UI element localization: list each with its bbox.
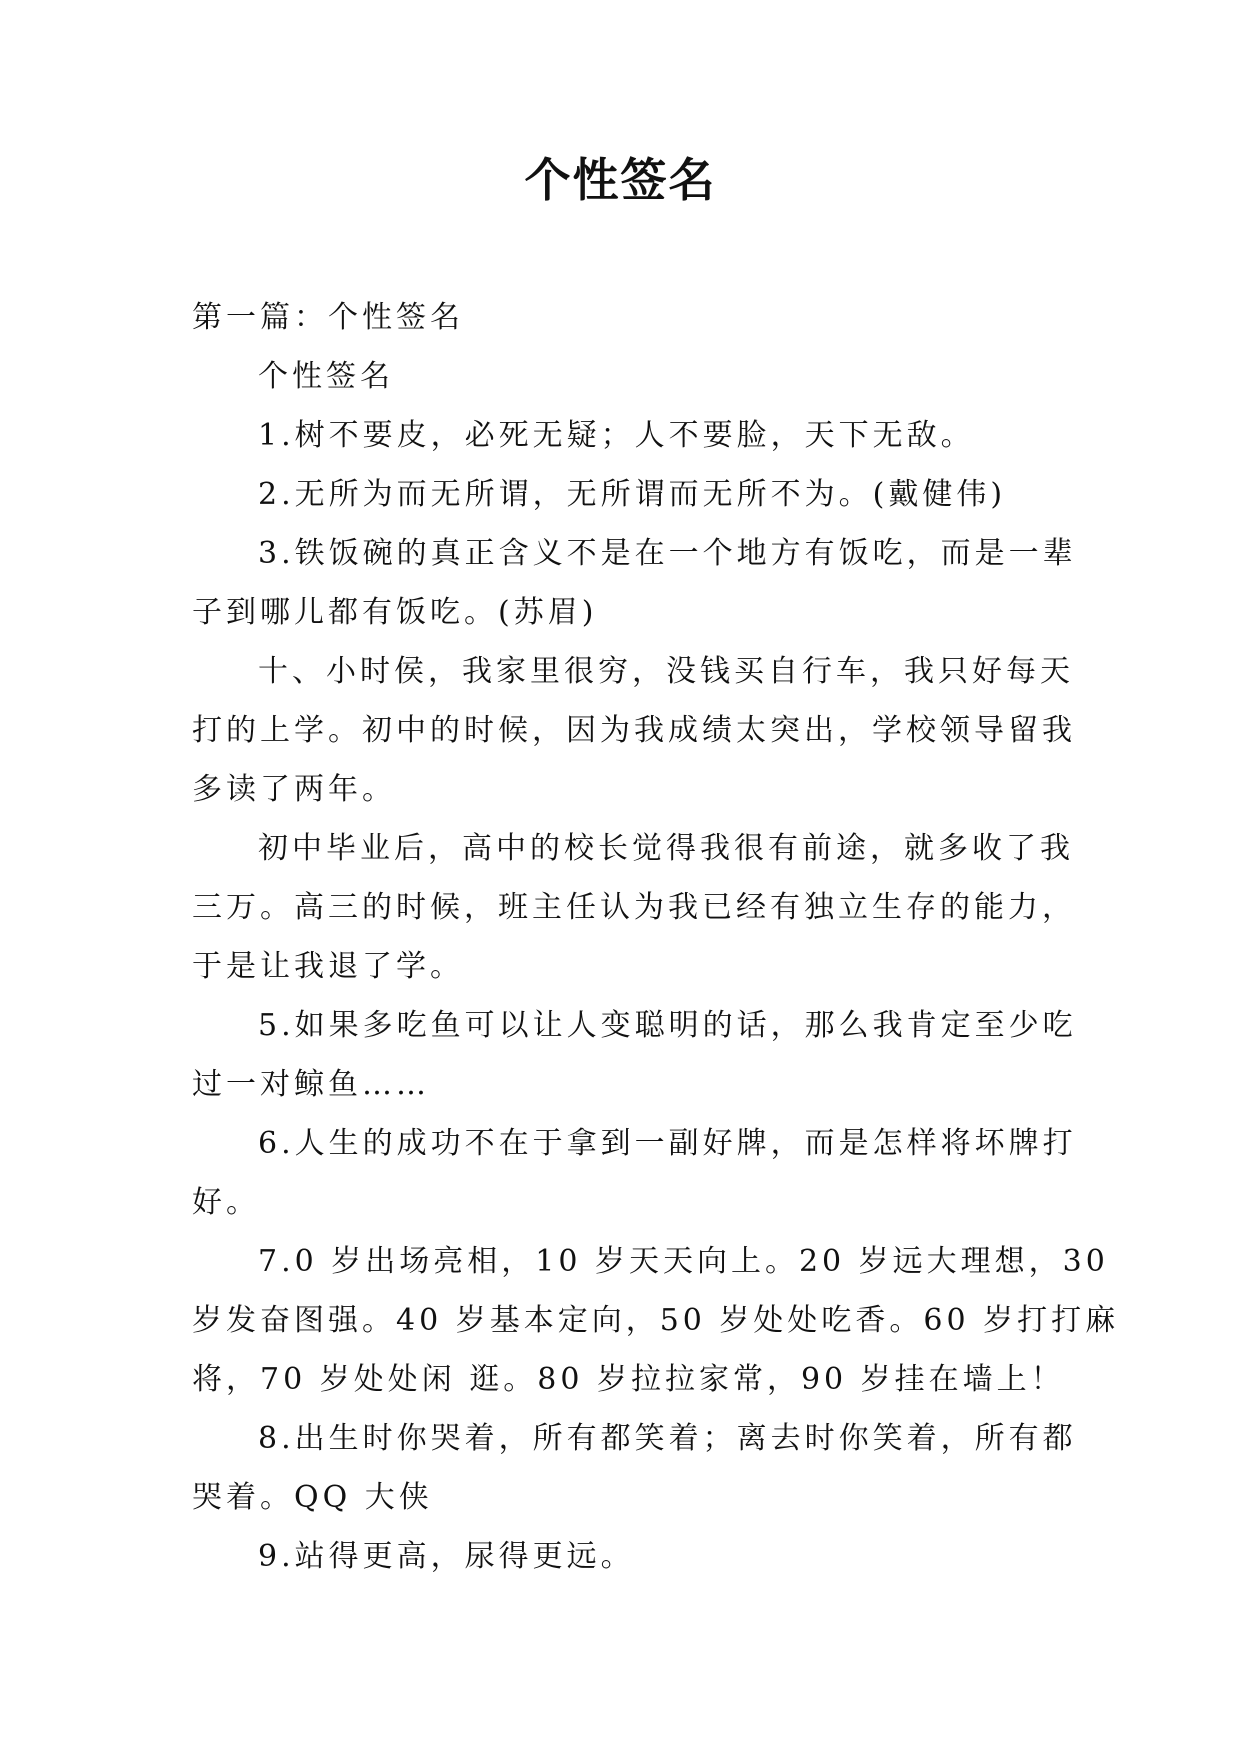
paragraph-line: 第一篇：个性签名 <box>192 300 464 335</box>
paragraph-line: 好。 <box>192 1185 260 1220</box>
paragraph-line: 个性签名 <box>258 359 394 394</box>
paragraph-line: 初中毕业后，高中的校长觉得我很有前途，就多收了我 <box>258 831 1074 866</box>
paragraph-line: 三万。高三的时候，班主任认为我已经有独立生存的能力， <box>192 890 1076 925</box>
paragraph-line: 3.铁饭碗的真正含义不是在一个地方有饭吃，而是一辈 <box>258 536 1077 571</box>
paragraph-line: 6.人生的成功不在于拿到一副好牌，而是怎样将坏牌打 <box>258 1126 1077 1161</box>
paragraph-line: 9.站得更高，尿得更远。 <box>258 1539 635 1574</box>
paragraph-line: 于是让我退了学。 <box>192 949 464 984</box>
paragraph-line: 将，70 岁处处闲 逛。80 岁拉拉家常，90 岁挂在墙上！ <box>192 1362 1065 1397</box>
paragraph-line: 多读了两年。 <box>192 772 396 807</box>
paragraph-line: 岁发奋图强。40 岁基本定向，50 岁处处吃香。60 岁打打麻 <box>192 1303 1120 1338</box>
document-body <box>192 288 1120 1586</box>
paragraph-line: 2.无所为而无所谓，无所谓而无所不为。(戴健伟) <box>258 477 1007 512</box>
paragraph-line: 哭着。QQ 大侠 <box>192 1480 433 1515</box>
paragraph-line: 5.如果多吃鱼可以让人变聪明的话，那么我肯定至少吃 <box>258 1008 1077 1043</box>
paragraph-line: 过一对鲸鱼…… <box>192 1067 430 1102</box>
paragraph-line: 7.0 岁出场亮相，10 岁天天向上。20 岁远大理想，30 <box>258 1244 1109 1279</box>
paragraph-line: 子到哪儿都有饭吃。(苏眉) <box>192 595 598 630</box>
paragraph-line: 十、小时侯，我家里很穷，没钱买自行车，我只好每天 <box>258 654 1074 689</box>
paragraph-line: 8.出生时你哭着，所有都笑着；离去时你笑着，所有都 <box>258 1421 1077 1456</box>
document-title: 个性签名 <box>524 153 717 207</box>
paragraph-line: 打的上学。初中的时候，因为我成绩太突出，学校领导留我 <box>192 713 1076 748</box>
paragraph-line: 1.树不要皮，必死无疑；人不要脸，天下无敌。 <box>258 418 975 453</box>
